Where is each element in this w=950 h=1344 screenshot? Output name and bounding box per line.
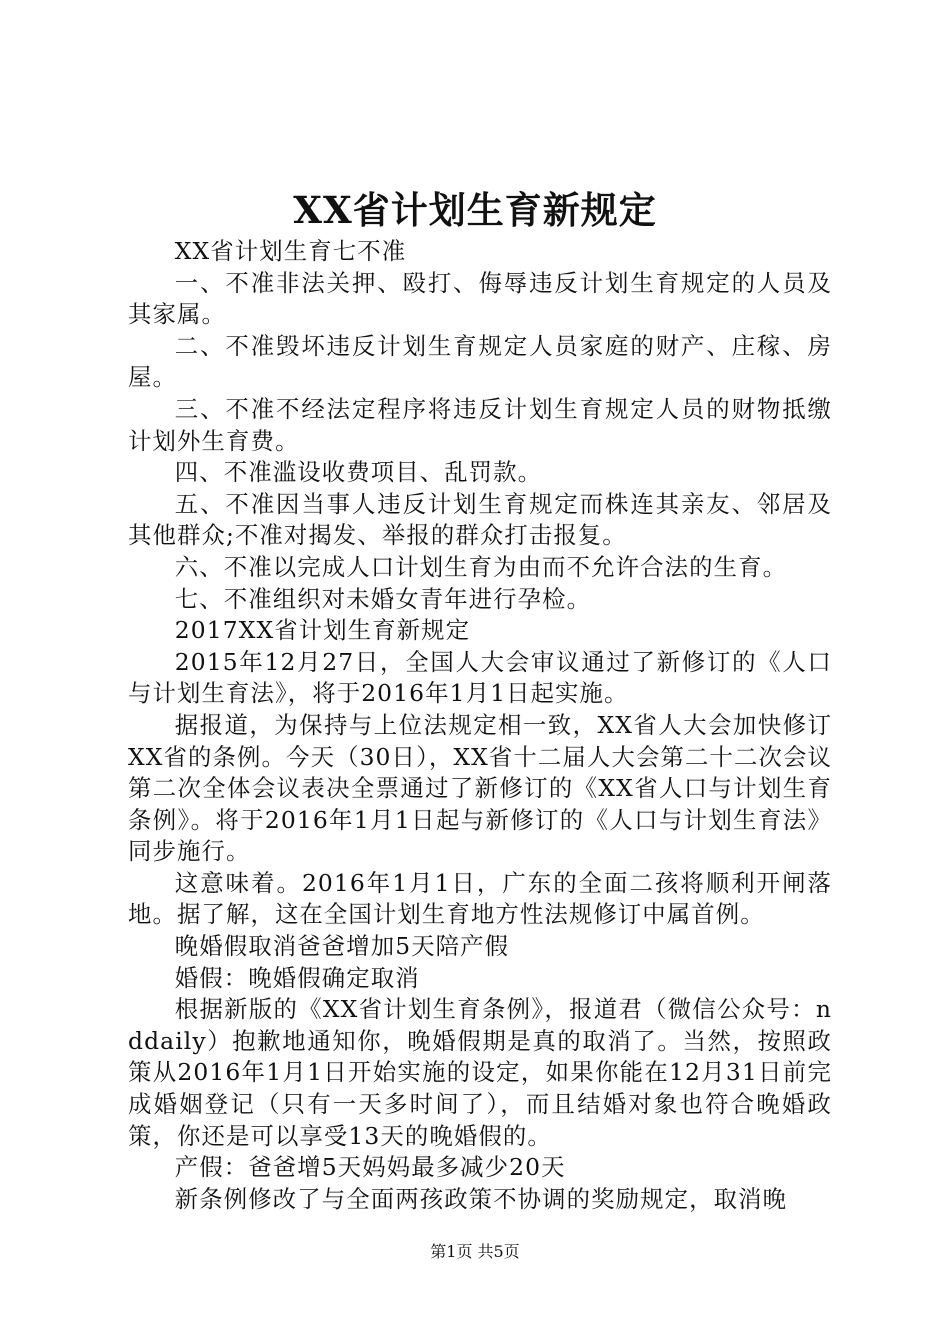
paragraph: 产假：爸爸增5天妈妈最多减少20天 bbox=[174, 1153, 566, 1182]
paragraph: 据报道，为保持与上位法规定相一致，XX省人大会加快修订XX省的条例。今天（30日），XX省十二届人大会第二十二次会议第二次全体会议表决全票通过了新修订的《XX省人口与计划生育条例》。将于2016年1月1日起与新修订的《人口与计划生育法》同步施行。 bbox=[128, 710, 832, 866]
paragraph: 新条例修改了与全面两孩政策不协调的奖励规定，取消晚 bbox=[174, 1184, 788, 1213]
paragraph: 五、不准因当事人违反计划生育规定而株连其亲友、邻居及其他群众;不准对揭发、举报的群众打击报复。 bbox=[128, 489, 832, 550]
page-number-footer: 第1页 共5页 bbox=[430, 1242, 520, 1261]
paragraph: 二、不准毁坏违反计划生育规定人员家庭的财产、庄稼、房屋。 bbox=[128, 331, 832, 392]
paragraph: 2015年12月27日，全国人大会审议通过了新修订的《人口与计划生育法》，将于2016年1月1日起实施。 bbox=[128, 647, 832, 708]
paragraph: 三、不准不经法定程序将违反计划生育规定人员的财物抵缴计划外生育费。 bbox=[128, 394, 832, 455]
document-title: XX省计划生育新规定 bbox=[293, 188, 657, 232]
paragraph: 一、不准非法关押、殴打、侮辱违反计划生育规定的人员及其家属。 bbox=[128, 268, 832, 329]
paragraph: 根据新版的《XX省计划生育条例》，报道君（微信公众号：nddaily）抱歉地通知你，晚婚假期是真的取消了。当然，按照政策从2016年1月1日开始实施的设定，如果你能在12月31日前完成婚姻登记（只有一天多时间了），而且结婚对象也符合晚婚政策，你还是可以享受13天的晚婚假的。 bbox=[128, 995, 832, 1150]
document-body bbox=[128, 236, 832, 1215]
paragraph: XX省计划生育七不准 bbox=[174, 237, 407, 265]
paragraph: 婚假：晚婚假确定取消 bbox=[174, 963, 420, 992]
paragraph: 六、不准以完成人口计划生育为由而不允许合法的生育。 bbox=[174, 552, 788, 581]
paragraph: 四、不准滥设收费项目、乱罚款。 bbox=[174, 458, 543, 487]
paragraph: 这意味着。2016年1月1日，广东的全面二孩将顺利开闸落地。据了解，这在全国计划生育地方性法规修订中属首例。 bbox=[128, 868, 832, 929]
paragraph: 晚婚假取消爸爸增加5天陪产假 bbox=[174, 932, 510, 961]
paragraph: 2017XX省计划生育新规定 bbox=[174, 616, 471, 645]
paragraph: 七、不准组织对未婚女青年进行孕检。 bbox=[174, 584, 592, 613]
